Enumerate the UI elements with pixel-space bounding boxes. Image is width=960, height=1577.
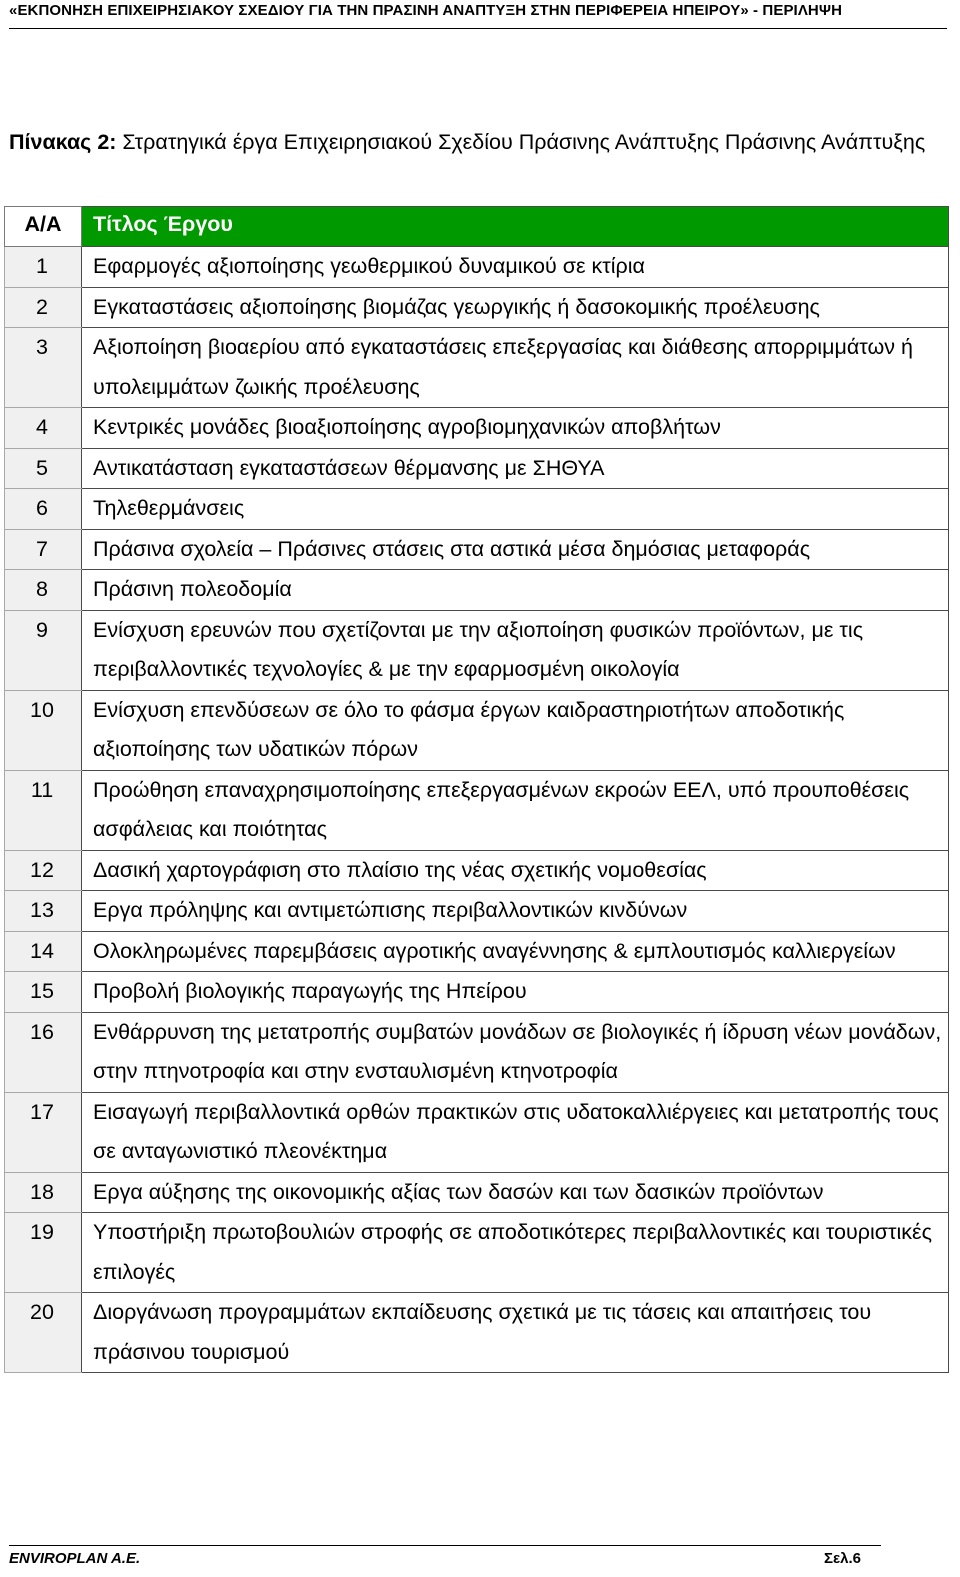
table-header-row [5, 207, 949, 247]
strategic-projects-table [4, 206, 949, 1373]
page-header [9, 0, 947, 29]
column-header-number: Α/Α [5, 207, 82, 247]
project-title: Εφαρμογές αξιοποίησης γεωθερμικού δυναμικού σε κτίρια [82, 247, 949, 288]
footer-divider [9, 1545, 881, 1546]
table-row [5, 1012, 949, 1092]
project-title: Δασική χαρτογράφιση στο πλαίσιο της νέας σχετικής νομοθεσίας [82, 850, 949, 891]
project-title: Εγκαταστάσεις αξιοποίησης βιομάζας γεωργικής ή δασοκομικής προέλευσης [82, 287, 949, 328]
row-number: 4 [5, 408, 82, 449]
table-body [5, 247, 949, 1373]
project-title: Προώθηση επαναχρησιμοποίησης επεξεργασμένων εκροών ΕΕΛ, υπό προυποθέσεις ασφάλειας και ποιότητας [82, 770, 949, 850]
row-number: 16 [5, 1012, 82, 1092]
footer-page-number: Σελ.6 [824, 1550, 861, 1567]
table-row [5, 570, 949, 611]
project-title: Πράσινα σχολεία – Πράσινες στάσεις στα αστικά μέσα δημόσιας μεταφοράς [82, 529, 949, 570]
table-row [5, 287, 949, 328]
table-row [5, 1172, 949, 1213]
caption-label: Πίνακας 2: [9, 130, 117, 154]
row-number: 1 [5, 247, 82, 288]
project-title: Εισαγωγή περιβαλλοντικά ορθών πρακτικών στις υδατοκαλλιέργειες και μετατροπής τους σε ανταγωνιστικό πλεονέκτημα [82, 1092, 949, 1172]
row-number: 15 [5, 972, 82, 1013]
table-row [5, 1213, 949, 1293]
caption-text: Στρατηγικά έργα Επιχειρησιακού Σχεδίου Πράσινης Ανάπτυξης Πράσινης Ανάπτυξης [122, 130, 926, 154]
project-title: Αξιοποίηση βιοαερίου από εγκαταστάσεις επεξεργασίας και διάθεσης απορριμμάτων ή υπολειμμάτων ζωικής προέλευσης [82, 328, 949, 408]
table-row [5, 529, 949, 570]
row-number: 14 [5, 931, 82, 972]
row-number: 13 [5, 891, 82, 932]
row-number: 18 [5, 1172, 82, 1213]
project-title: Εργα πρόληψης και αντιμετώπισης περιβαλλοντικών κινδύνων [82, 891, 949, 932]
row-number: 6 [5, 489, 82, 530]
project-title: Προβολή βιολογικής παραγωγής της Ηπείρου [82, 972, 949, 1013]
project-title: Τηλεθερμάνσεις [82, 489, 949, 530]
project-title: Ενίσχυση επενδύσεων σε όλο το φάσμα έργων καιδραστηριοτήτων αποδοτικής αξιοποίησης των υδατικών πόρων [82, 690, 949, 770]
table-row [5, 408, 949, 449]
table-row [5, 891, 949, 932]
project-title: Ολοκληρωμένες παρεμβάσεις αγροτικής αναγέννησης & εμπλουτισμός καλλιεργείων [82, 931, 949, 972]
table-row [5, 328, 949, 408]
table-row [5, 931, 949, 972]
project-title: Εργα αύξησης της οικονομικής αξίας των δασών και των δασικών προϊόντων [82, 1172, 949, 1213]
row-number: 3 [5, 328, 82, 408]
table-row [5, 247, 949, 288]
row-number: 11 [5, 770, 82, 850]
row-number: 10 [5, 690, 82, 770]
row-number: 2 [5, 287, 82, 328]
table-row [5, 690, 949, 770]
row-number: 12 [5, 850, 82, 891]
table-row [5, 610, 949, 690]
project-title: Κεντρικές μονάδες βιοαξιοποίησης αγροβιομηχανικών αποβλήτων [82, 408, 949, 449]
project-title: Διοργάνωση προγραμμάτων εκπαίδευσης σχετικά με τις τάσεις και απαιτήσεις του πράσινου τουρισμού [82, 1293, 949, 1373]
table-row [5, 1293, 949, 1373]
row-number: 17 [5, 1092, 82, 1172]
table-row [5, 489, 949, 530]
row-number: 19 [5, 1213, 82, 1293]
project-title: Αντικατάσταση εγκαταστάσεων θέρμανσης με ΣΗΘΥΑ [82, 448, 949, 489]
table-row [5, 1092, 949, 1172]
project-title: Ενθάρρυνση της μετατροπής συμβατών μονάδων σε βιολογικές ή ίδρυση νέων μονάδων, στην πτηνοτροφία και στην ενσταυλισμένη κτηνοτροφία [82, 1012, 949, 1092]
row-number: 9 [5, 610, 82, 690]
running-title: «ΕΚΠΟΝΗΣΗ ΕΠΙΧΕΙΡΗΣΙΑΚΟΥ ΣΧΕΔΙΟΥ ΓΙΑ ΤΗΝ ΠΡΑΣΙΝΗ ΑΝΑΠΤΥΞΗ ΣΤΗΝ ΠΕΡΙΦΕΡΕΙΑ ΗΠΕΙΡΟΥ» - ΠΕΡΙΛΗΨΗ [9, 2, 843, 19]
project-title: Υποστήριξη πρωτοβουλιών στροφής σε αποδοτικότερες περιβαλλοντικές και τουριστικές επιλογές [82, 1213, 949, 1293]
table-row [5, 770, 949, 850]
table-row [5, 972, 949, 1013]
table-row [5, 448, 949, 489]
project-title: Ενίσχυση ερευνών που σχετίζονται με την αξιοποίηση φυσικών προϊόντων, με τις περιβαλλοντικές τεχνολογίες & με την εφαρμοσμένη οικολογία [82, 610, 949, 690]
row-number: 5 [5, 448, 82, 489]
row-number: 7 [5, 529, 82, 570]
project-title: Πράσινη πολεοδομία [82, 570, 949, 611]
row-number: 8 [5, 570, 82, 611]
row-number: 20 [5, 1293, 82, 1373]
table-caption [9, 124, 943, 160]
column-header-title: Τίτλος Έργου [82, 207, 949, 247]
table-row [5, 850, 949, 891]
footer-company: ENVIROPLAN A.E. [9, 1550, 141, 1567]
